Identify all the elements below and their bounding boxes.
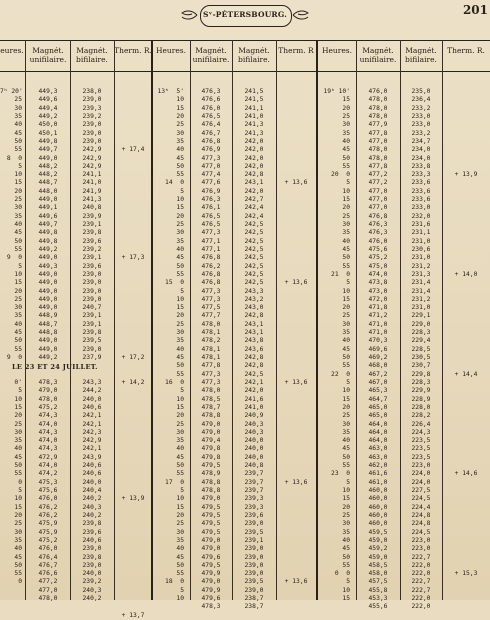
- page-number: 201: [462, 3, 488, 17]
- running-title-cartouche: [180, 1, 310, 29]
- column-header-row: [0, 40, 490, 72]
- block3-bifilaire: 235,0 236,4 233,2 233,0 233,0 233,2 234,7 234,0 234,0 233,8 233,3 233,6 233,6 233,6 233,0 232,0 231,6 231,1 231,0 230,6 231,0 231,2 231,3 231,4 231,4 231,2 231,0 229,1 229,0 228,3 229,4 228,5 230,5 230,7 229,8 228,3 229,9 228,9 228,0 228,2 226,4 224,3 223,5 223,5 223,5 223,0 224,0 224,0 227,5 224,5 224,4 224,8 224,8 224,5 223,0 223,0 222,7 222,0 222,0 222,7 222,7 222,0 222,0: [411, 88, 431, 611]
- ornament-left-icon: [180, 9, 198, 21]
- block3-heures: 19ʰ 10' 15 20 25 30 35 40 45 50 55 20 0 5 10 15 20 25 30 35 40 45 50 55 21 0 5 10 15 20 25 30 35 40 45 50 55 22 0 5 10 15 20 25 30 35 40 45 50 55 23 0 5 10 15 20 25 30 35 40 45 50 55 0 0 5 10 15: [323, 88, 350, 603]
- col-therm-1: Therm. R.: [114, 46, 152, 55]
- ornament-right-icon: [292, 9, 310, 21]
- section-date-label: LE 23 ET 24 JUILLET.: [12, 363, 98, 371]
- block2-heures: 13ʰ 5' 10 15 20 25 30 35 40 45 50 55 14 0 5 10 15 20 25 30 35 40 45 50 55 15 0 5 10 15 20 25 30 35 40 45 50 55 16 0 5 10 15 20 25 30 35 40 45 50 55 17 0 5 10 15 20 25 30 35 40 45 50 55 18 0 5 10: [157, 88, 184, 603]
- block3-unifilaire: 476,0 478,0 478,0 478,0 477,9 477,8 477,0 478,0 478,0 477,8 477,2 477,2 477,0 477,0 477,0 476,8 476,3 476,3 476,0 475,6 475,2 475,0 474,0 473,8 473,0 472,0 471,8 471,2 471,0 471,0 470,3 469,6 469,2 468,0 467,2 467,0 465,3 464,7 465,0 465,0 464,0 464,0 464,0 463,0 463,0 462,0 461,6 461,0 460,0 460,0 460,0 460,0 460,0 459,5 459,0 459,2 459,0 458,5 458,0 457,5 455,8 453,3 455,6: [368, 88, 388, 611]
- col-uni-1: Magnét. unifilaire.: [29, 46, 67, 64]
- col-bi-2: Magnét. bifilaire.: [238, 46, 270, 64]
- col-bi-1: Magnét. bifilaire.: [76, 46, 108, 64]
- col-therm-3: Therm. R.: [447, 46, 485, 55]
- block1-unifilaire: 449,3 449,6 449,4 449,2 450,0 450,1 449,8 449,7 449,0 448,2 448,2 448,7 448,0 449,0 449,1 449,6 449,7 449,8 449,8 449,2 449,0 449,3 449,0 449,0 449,0 449,0 449,0 448,9 448,7 448,8 449,0 449,0 449,2 478,3 479,0 478,0 475,2 474,3 474,0 474,3 474,0 474,3 472,9 474,0 474,2 475,3 475,6 476,0 476,2 476,2 475,9 475,9 475,2 476,0 476,4 476,7 476,6 477,2 477,0 478,0: [38, 88, 58, 603]
- block2-therm: + 13,6 + 13,6 + 13,6 + 13,6 + 13,6: [284, 179, 308, 586]
- col-heures-2: Heures.: [155, 46, 187, 55]
- col-uni-2: Magnét. unifilaire.: [192, 46, 230, 64]
- col-bi-3: Magnét. bifilaire.: [405, 46, 437, 64]
- col-heures-1: eures.: [0, 46, 24, 55]
- block2-bifilaire: 241,5 241,5 241,1 241,0 241,3 241,3 242,0 242,0 242,0 242,0 242,8 243,1 242,0 242,7 242,4 242,4 242,5 242,5 242,5 242,5 242,5 242,5 242,5 242,5 243,3 243,2 243,0 242,8 243,1 243,1 243,8 243,6 242,8 242,8 242,5 242,1 242,0 241,6 241,0 240,9 240,3 240,3 240,0 240,0 240,0 240,8 239,7 239,7 239,7 239,3 239,3 239,6 239,0 239,5 239,1 239,0 239,0 239,0 239,0 239,5 239,0 238,7 238,7: [244, 88, 264, 611]
- col-heures-3: Heures.: [321, 46, 353, 55]
- block1-therm: + 17,4 + 17,3 + 17,2 + 14,2 + 13,9 + 13,7: [121, 146, 145, 619]
- block1-heures: 7ʰ 20' 25 30 35 40 45 50 55 8 0 5 10 15 20 25 30 35 40 45 50 55 9 0 5 10 15 20 25 30 35 40 45 50 55 9 0 0' 5 10 15 20 25 30 35 40 45 50 55 0 5 10 15 20 25 30 35 40 45 50 55 0: [0, 88, 23, 586]
- running-title: Sᵛ-PÉTERSBOURG.: [202, 10, 288, 19]
- col-therm-2: Therm. R: [278, 46, 314, 55]
- block3-therm: + 13,9 + 14,0 + 14,4 + 14,6 + 15,3: [454, 171, 478, 578]
- block2-unifilaire: 476,3 476,6 476,0 476,5 476,4 476,7 476,8 476,9 477,3 477,0 477,4 477,6 476,9 476,3 476,1 476,5 476,5 477,3 477,1 477,1 476,8 476,2 476,8 476,8 477,3 477,3 477,5 477,7 478,0 478,1 478,2 478,1 478,1 477,8 477,3 477,3 478,0 478,5 478,7 478,8 479,0 479,0 479,4 479,8 479,8 479,5 478,9 478,8 478,8 479,0 479,5 479,5 479,5 479,5 479,0 479,0 479,6 479,5 479,9 479,0 479,9 479,6 478,3: [201, 88, 221, 611]
- col-uni-3: Magnét. unifilaire.: [359, 46, 397, 64]
- block1-bifilaire: 238,0 239,0 239,3 239,2 239,0 239,0 239,0 242,9 242,9 242,9 241,1 241,0 241,9 241,3 240,8 239,9 239,1 239,8 239,6 239,2 239,1 239,6 239,0 239,0 239,0 239,0 240,7 239,1 239,1 239,8 239,5 239,0 237,9 243,3 244,2 240,0 240,6 242,1 242,1 242,3 242,9 242,1 243,9 240,6 240,6 240,0 240,4 240,2 240,3 240,2 239,8 239,6 240,6 239,0 239,8 239,0 240,0 239,2 240,3 240,2: [82, 88, 102, 603]
